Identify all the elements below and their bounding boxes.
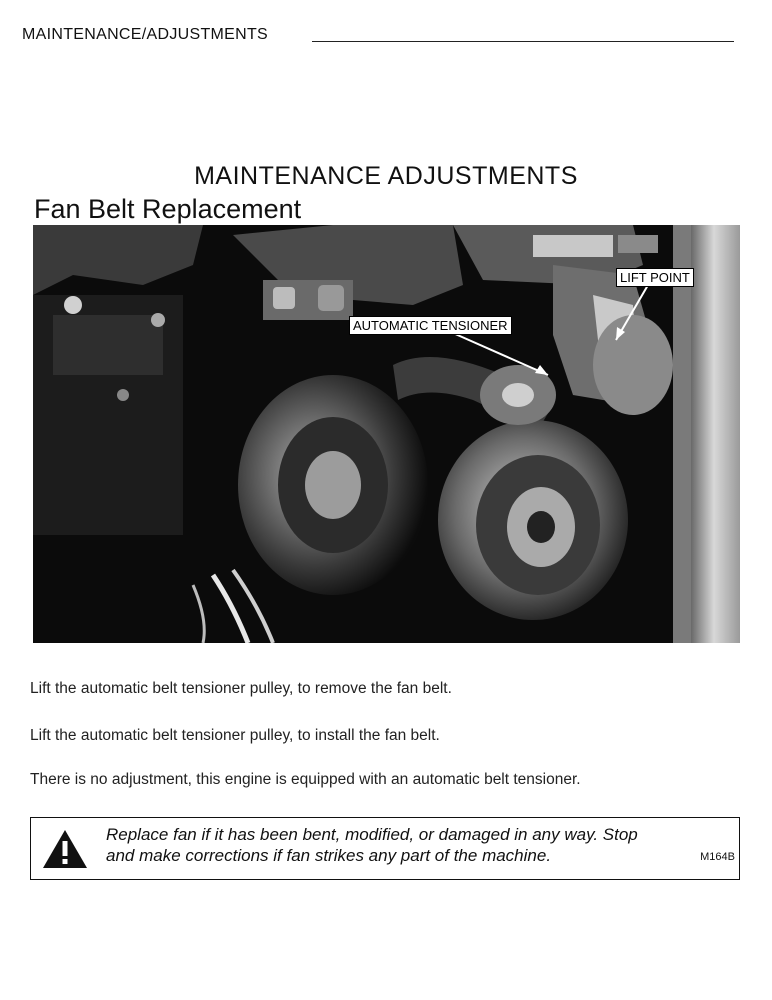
warning-box	[30, 817, 740, 880]
section-subtitle: Fan Belt Replacement	[34, 194, 302, 224]
warning-triangle-icon	[42, 829, 88, 869]
automatic-tensioner-callout: AUTOMATIC TENSIONER	[349, 316, 512, 335]
header-rule	[312, 41, 734, 42]
lift-point-callout: LIFT POINT	[616, 268, 694, 287]
page-title: MAINTENANCE ADJUSTMENTS	[194, 162, 578, 190]
instruction-no-adjustment: There is no adjustment, this engine is equipped with an automatic belt tensioner.	[30, 771, 581, 788]
engine-photo	[33, 225, 740, 643]
warning-code: M164B	[700, 851, 735, 863]
warning-text	[106, 824, 638, 866]
warning-line-1: Replace fan if it has been bent, modified, or damaged in any way. Stop	[106, 825, 638, 844]
engine-photo-drawing	[33, 225, 740, 643]
instruction-install: Lift the automatic belt tensioner pulley, to install the fan belt.	[30, 727, 440, 744]
section-header: MAINTENANCE/ADJUSTMENTS	[22, 26, 269, 43]
warning-line-2: and make corrections if fan strikes any part of the machine.	[106, 846, 552, 865]
instruction-remove: Lift the automatic belt tensioner pulley, to remove the fan belt.	[30, 680, 452, 697]
